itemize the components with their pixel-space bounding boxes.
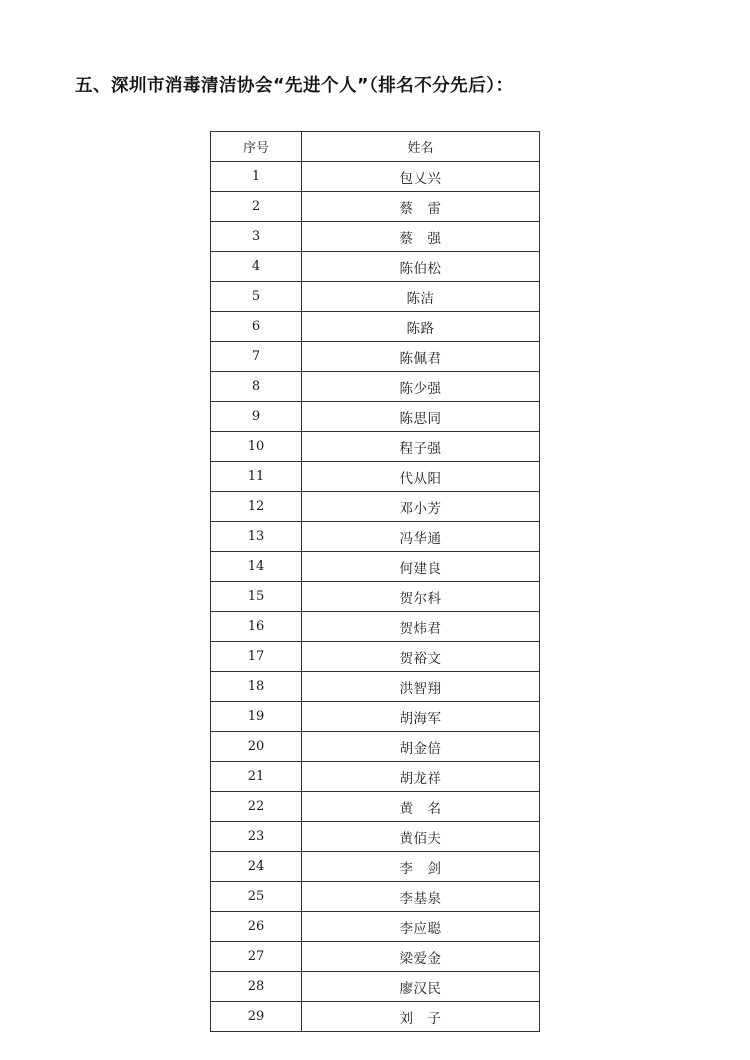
person-name-cell: 陈少强	[302, 372, 540, 402]
row-number-cell: 17	[211, 642, 302, 672]
table-row	[211, 672, 540, 702]
column-header-name: 姓名	[302, 132, 540, 162]
row-number-cell: 8	[211, 372, 302, 402]
table-row	[211, 342, 540, 372]
person-name-cell: 胡龙祥	[302, 762, 540, 792]
person-name-cell: 贺炜君	[302, 612, 540, 642]
table-row	[211, 792, 540, 822]
table-body	[211, 162, 540, 1032]
person-name-cell: 刘 子	[302, 1002, 540, 1032]
row-number-cell: 18	[211, 672, 302, 702]
table-row	[211, 732, 540, 762]
table-row	[211, 522, 540, 552]
person-name-cell: 陈洁	[302, 282, 540, 312]
person-name-cell: 李 剑	[302, 852, 540, 882]
person-name-cell: 黄 名	[302, 792, 540, 822]
person-name-cell: 廖汉民	[302, 972, 540, 1002]
row-number-cell: 10	[211, 432, 302, 462]
row-number-cell: 27	[211, 942, 302, 972]
table-row	[211, 882, 540, 912]
row-number-cell: 28	[211, 972, 302, 1002]
row-number-cell: 14	[211, 552, 302, 582]
row-number-cell: 21	[211, 762, 302, 792]
row-number-cell: 12	[211, 492, 302, 522]
row-number-cell: 9	[211, 402, 302, 432]
row-number-cell: 24	[211, 852, 302, 882]
table-row	[211, 222, 540, 252]
table-row	[211, 1002, 540, 1032]
table-row	[211, 972, 540, 1002]
row-number-cell: 4	[211, 252, 302, 282]
person-name-cell: 陈思同	[302, 402, 540, 432]
person-name-cell: 程子强	[302, 432, 540, 462]
row-number-cell: 16	[211, 612, 302, 642]
table-row	[211, 612, 540, 642]
table-row	[211, 762, 540, 792]
person-name-cell: 陈佩君	[302, 342, 540, 372]
row-number-cell: 26	[211, 912, 302, 942]
person-name-cell: 贺裕文	[302, 642, 540, 672]
person-name-cell: 胡金倍	[302, 732, 540, 762]
row-number-cell: 3	[211, 222, 302, 252]
person-name-cell: 邓小芳	[302, 492, 540, 522]
table-row	[211, 372, 540, 402]
row-number-cell: 15	[211, 582, 302, 612]
person-name-cell: 贺尔科	[302, 582, 540, 612]
row-number-cell: 19	[211, 702, 302, 732]
person-name-cell: 陈伯松	[302, 252, 540, 282]
table-row	[211, 642, 540, 672]
table-row	[211, 912, 540, 942]
table-row	[211, 312, 540, 342]
person-name-cell: 洪智翔	[302, 672, 540, 702]
row-number-cell: 25	[211, 882, 302, 912]
table-row	[211, 162, 540, 192]
person-name-cell: 黄佰夫	[302, 822, 540, 852]
row-number-cell: 2	[211, 192, 302, 222]
table-row	[211, 252, 540, 282]
row-number-cell: 29	[211, 1002, 302, 1032]
table-row	[211, 192, 540, 222]
table-row	[211, 432, 540, 462]
table-row	[211, 582, 540, 612]
person-name-cell: 李基泉	[302, 882, 540, 912]
honor-roll-table	[210, 131, 540, 1032]
person-name-cell: 梁爱金	[302, 942, 540, 972]
person-name-cell: 何建良	[302, 552, 540, 582]
row-number-cell: 1	[211, 162, 302, 192]
person-name-cell: 胡海军	[302, 702, 540, 732]
row-number-cell: 20	[211, 732, 302, 762]
row-number-cell: 7	[211, 342, 302, 372]
row-number-cell: 6	[211, 312, 302, 342]
row-number-cell: 11	[211, 462, 302, 492]
table-row	[211, 822, 540, 852]
table-row	[211, 402, 540, 432]
column-header-number: 序号	[211, 132, 302, 162]
person-name-cell: 蔡 强	[302, 222, 540, 252]
table-row	[211, 462, 540, 492]
table-row	[211, 942, 540, 972]
table-row	[211, 282, 540, 312]
table-row	[211, 552, 540, 582]
person-name-cell: 李应聪	[302, 912, 540, 942]
row-number-cell: 23	[211, 822, 302, 852]
page-title: 五、深圳市消毒清洁协会“先进个人”（排名不分先后）：	[75, 76, 514, 96]
table-row	[211, 492, 540, 522]
person-name-cell: 包乂兴	[302, 162, 540, 192]
row-number-cell: 22	[211, 792, 302, 822]
table-row	[211, 852, 540, 882]
table-header-row	[211, 132, 540, 162]
table-row	[211, 702, 540, 732]
person-name-cell: 陈路	[302, 312, 540, 342]
row-number-cell: 5	[211, 282, 302, 312]
row-number-cell: 13	[211, 522, 302, 552]
person-name-cell: 蔡 雷	[302, 192, 540, 222]
person-name-cell: 冯华通	[302, 522, 540, 552]
person-name-cell: 代从阳	[302, 462, 540, 492]
